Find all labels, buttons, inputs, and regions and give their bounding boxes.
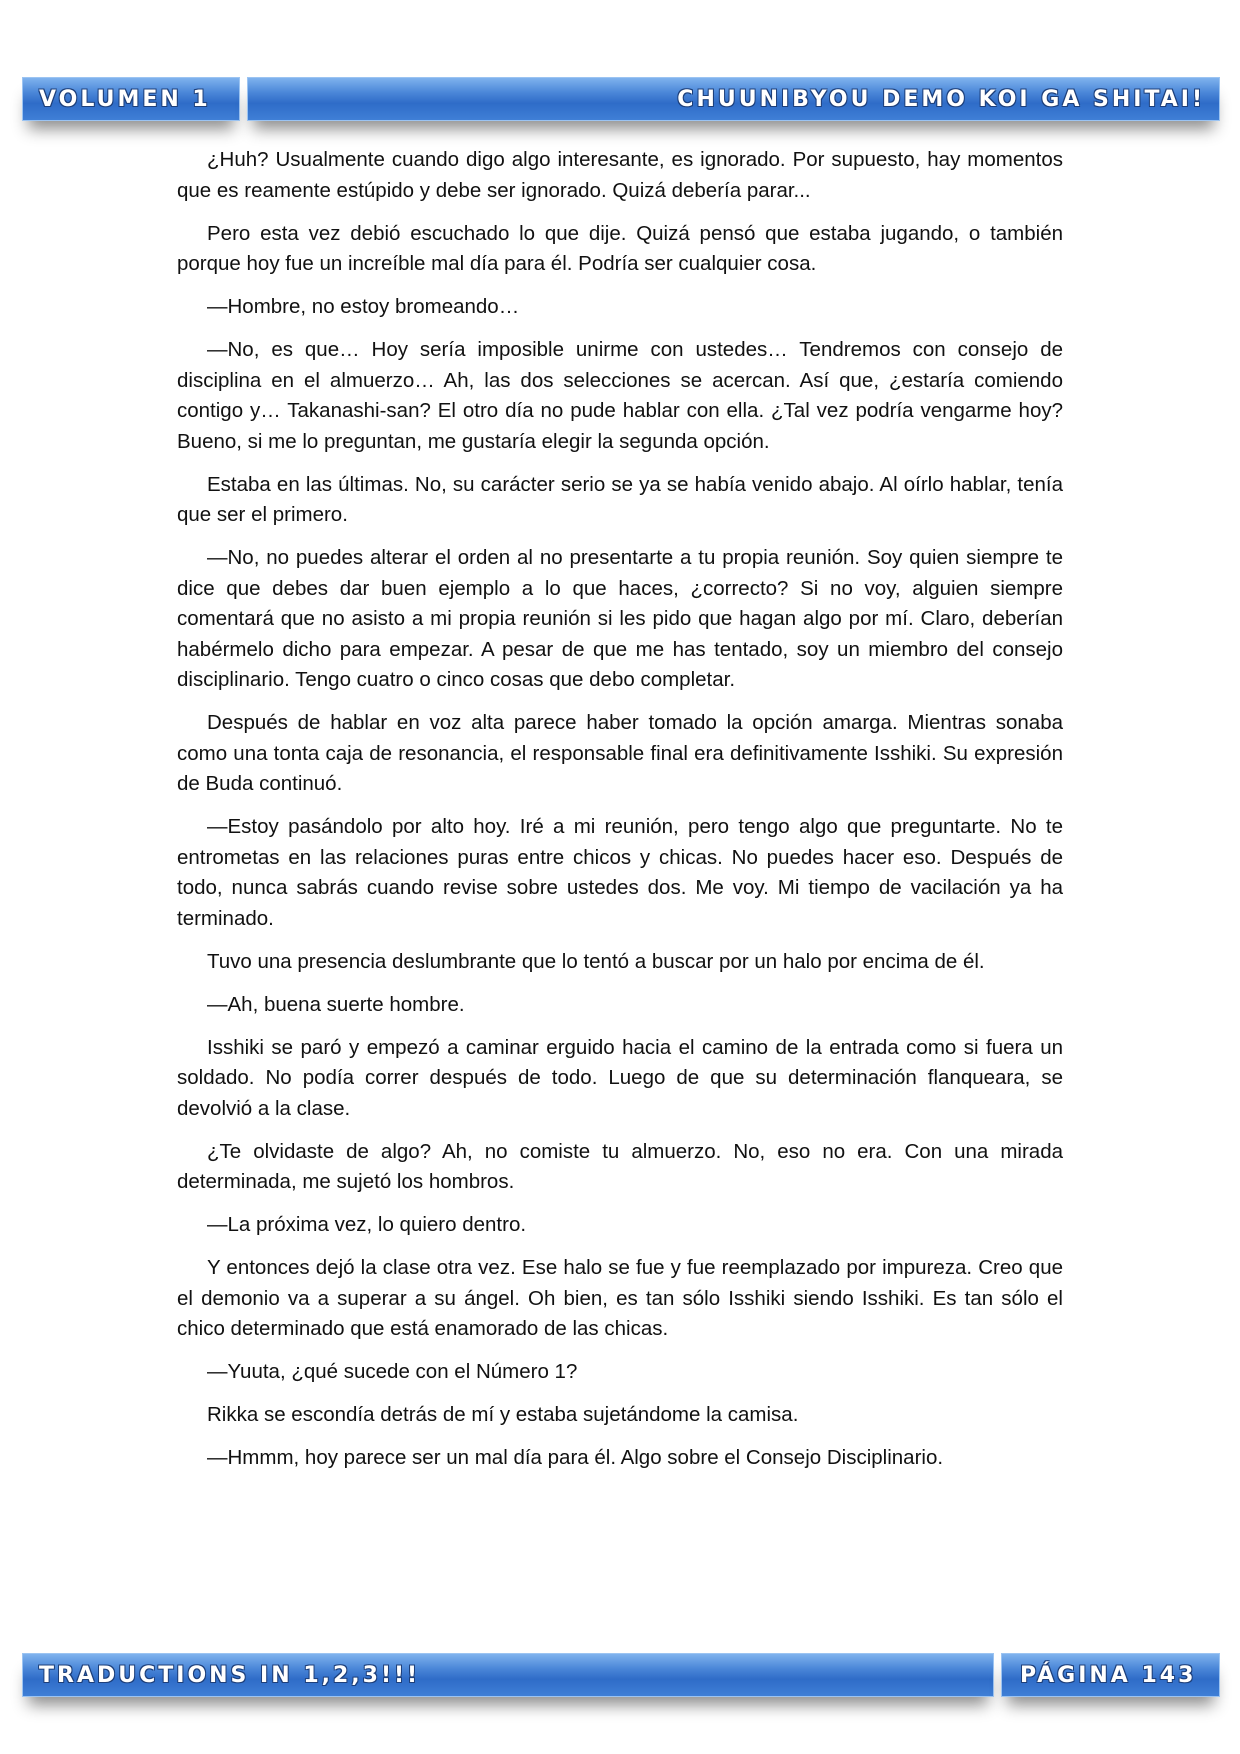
paragraph: —Ah, buena suerte hombre.: [207, 992, 465, 1016]
paragraph: Rikka se escondía detrás de mí y estaba sujetándome la camisa.: [207, 1403, 799, 1426]
paragraph: Tuvo una presencia deslumbrante que lo tentó a buscar por un halo por encima de él.: [207, 949, 985, 973]
paragraph: Después de hablar en voz alta parece haber tomado la opción amarga. Mientras sonaba como una tonta caja de resonancia, el responsable final era definitivamente Isshiki. Su expresión de Buda continuó.: [177, 711, 1063, 795]
paragraph: —No, no puedes alterar el orden al no presentarte a tu propia reunión. Soy quien siempre te dice que debes dar buen ejemplo a lo que haces, ¿correcto? Si no voy, alguien siempre comentará que no asisto a mi propia reunión si les pido que hagan algo por mí. Claro, deberían habérmelo dicho para empezar. A pesar de que me has tentado, soy un miembro del consejo disciplinario. Tengo cuatro o cinco cosas que debo completar.: [177, 546, 1063, 691]
volume-label: VOLUMEN 1: [39, 87, 211, 112]
header-title-banner: [247, 77, 1220, 121]
series-title: CHUUNIBYOU DEMO KOI GA SHITAI!: [677, 87, 1205, 112]
footer-page-banner: [1001, 1653, 1220, 1697]
paragraph: ¿Huh? Usualmente cuando digo algo interesante, es ignorado. Por supuesto, hay momentos que es reamente estúpido y debe ser ignorado. Quizá debería parar...: [177, 148, 1063, 202]
paragraph: —No, es que… Hoy sería imposible unirme con ustedes… Tendremos con consejo de disciplina en el almuerzo… Ah, las dos selecciones se acercan. Así que, ¿estaría comiendo contigo y… Takanashi-san? El otro día no pude hablar con ella. ¿Tal vez podría vengarme hoy? Bueno, si me lo preguntan, me gustaría elegir la segunda opción.: [177, 338, 1063, 453]
page-body: [177, 145, 1063, 1486]
paragraph: —La próxima vez, lo quiero dentro.: [207, 1213, 527, 1236]
paragraph: Estaba en las últimas. No, su carácter serio se ya se había venido abajo. Al oírlo hablar, tenía que ser el primero.: [177, 472, 1063, 526]
paragraph: —Hombre, no estoy bromeando…: [207, 295, 520, 318]
translator-label: TRADUCTIONS IN 1,2,3!!!: [39, 1663, 421, 1688]
paragraph: —Yuuta, ¿qué sucede con el Número 1?: [207, 1360, 578, 1383]
paragraph: Isshiki se paró y empezó a caminar erguido hacia el camino de la entrada como si fuera un soldado. No podía correr después de todo. Luego de que su determinación flanqueara, se devolvió a la clase.: [177, 1035, 1063, 1120]
paragraph: —Estoy pasándolo por alto hoy. Iré a mi reunión, pero tengo algo que preguntarte. No te entrometas en las relaciones puras entre chicos y chicas. No puedes hacer eso. Después de todo, nunca sabrás cuando revise sobre ustedes dos. Me voy. Mi tiempo de vacilación ya ha terminado.: [177, 815, 1063, 930]
paragraph: Y entonces dejó la clase otra vez. Ese halo se fue y fue reemplazado por impureza. Creo que el demonio va a superar a su ángel. Oh bien, es tan sólo Isshiki siendo Isshiki. Es tan sólo el chico determinado que está enamorado de las chicas.: [177, 1256, 1063, 1340]
footer-translator-banner: [22, 1653, 994, 1697]
paragraph: Pero esta vez debió escuchado lo que dije. Quizá pensó que estaba jugando, o también porque hoy fue un increíble mal día para él. Podría ser cualquier cosa.: [177, 221, 1063, 275]
paragraph: —Hmmm, hoy parece ser un mal día para él. Algo sobre el Consejo Disciplinario.: [207, 1446, 944, 1469]
page-number: PÁGINA 143: [1020, 1663, 1197, 1688]
paragraph: ¿Te olvidaste de algo? Ah, no comiste tu almuerzo. No, eso no era. Con una mirada determinada, me sujetó los hombros.: [177, 1139, 1063, 1193]
header-volume-banner: [22, 77, 240, 121]
